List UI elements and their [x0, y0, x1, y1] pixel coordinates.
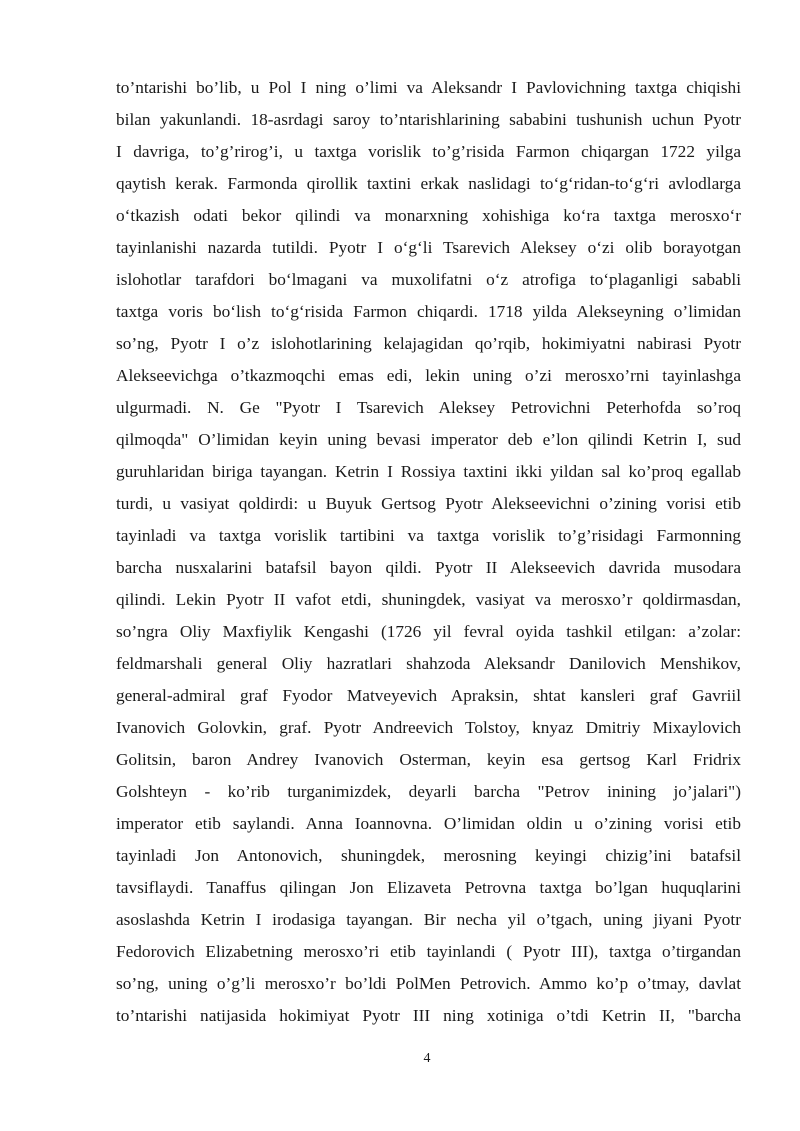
text-line: Golitsin, baron Andrey Ivanovich Osterman, keyin esa gertsog Karl Fridrix	[116, 750, 741, 769]
text-line: tayinladi va taxtga vorislik tartibini va taxtga vorislik to’g’risidagi Farmonning	[116, 526, 741, 545]
text-line: Fedorovich Elizabetning merosxo’ri etib tayinlandi ( Pyotr III), taxtga o’tirgandan	[116, 942, 741, 961]
text-line: o‘tkazish odati bekor qilindi va monarxning xohishiga ko‘ra taxtga merosxo‘r	[116, 206, 741, 225]
text-line: Ivanovich Golovkin, graf. Pyotr Andreevich Tolstoy, knyaz Dmitriy Mixaylovich	[116, 718, 741, 737]
text-line: turdi, u vasiyat qoldirdi: u Buyuk Gertsog Pyotr Alekseevichni o’zining vorisi etib	[116, 494, 741, 513]
text-line: qaytish kerak. Farmonda qirollik taxtini erkak naslidagi to‘g‘ridan-to‘g‘ri avlodlarga	[116, 174, 741, 193]
text-line: taxtga voris bo‘lish to‘g‘risida Farmon chiqardi. 1718 yilda Alekseyning o’limidan	[116, 302, 741, 321]
text-line: so’ng, uning o’g’li merosxo’r bo’ldi PolMen Petrovich. Ammo ko’p o’tmay, davlat	[116, 974, 741, 993]
text-line: to’ntarishi natijasida hokimiyat Pyotr III ning xotiniga o’tdi Ketrin II, "barcha	[116, 1006, 741, 1025]
text-line: tavsiflaydi. Tanaffus qilingan Jon Elizaveta Petrovna taxtga bo’lgan huquqlarini	[116, 878, 741, 897]
text-line: to’ntarishi bo’lib, u Pol I ning o’limi va Aleksandr I Pavlovichning taxtga chiqishi	[116, 78, 741, 97]
text-line: ulgurmadi. N. Ge "Pyotr I Tsarevich Aleksey Petrovichni Peterhofda so’roq	[116, 398, 741, 417]
text-line: asoslashda Ketrin I irodasiga tayangan. Bir necha yil o’tgach, uning jiyani Pyotr	[116, 910, 741, 929]
text-line: barcha nusxalarini batafsil bayon qildi. Pyotr II Alekseevich davrida musodara	[116, 558, 741, 577]
text-line: guruhlaridan biriga tayangan. Ketrin I Rossiya taxtini ikki yildan sal ko’proq egallab	[116, 462, 741, 481]
text-line: islohotlar tarafdori bo‘lmagani va muxolifatni o‘z atrofiga to‘plaganligi sababli	[116, 270, 741, 289]
page-number: 4	[423, 1051, 431, 1066]
body-text	[116, 72, 741, 1032]
text-line: tayinlanishi nazarda tutildi. Pyotr I o‘g‘li Tsarevich Aleksey o‘zi olib borayotgan	[116, 238, 741, 257]
text-line: I davriga, to’g’rirog’i, u taxtga vorislik to’g’risida Farmon chiqargan 1722 yilga	[116, 142, 741, 161]
text-line: so’ng, Pyotr I o’z islohotlarining kelajagidan qo’rqib, hokimiyatni nabirasi Pyotr	[116, 334, 741, 353]
text-line: imperator etib saylandi. Anna Ioannovna. O’limidan oldin u o’zining vorisi etib	[116, 814, 741, 833]
text-line: qilindi. Lekin Pyotr II vafot etdi, shuningdek, vasiyat va merosxo’r qoldirmasdan,	[116, 590, 741, 609]
text-line: bilan yakunlandi. 18-asrdagi saroy to’ntarishlarining sababini tushunish uchun Pyotr	[116, 110, 741, 129]
text-line: so’ngra Oliy Maxfiylik Kengashi (1726 yil fevral oyida tashkil etilgan: a’zolar:	[116, 622, 741, 641]
text-line: Golshteyn - ko’rib turganimizdek, deyarli barcha "Petrov inining jo’jalari")	[116, 782, 741, 801]
text-line: feldmarshali general Oliy hazratlari shahzoda Aleksandr Danilovich Menshikov,	[116, 654, 741, 673]
text-line: general-admiral graf Fyodor Matveyevich Apraksin, shtat kansleri graf Gavriil	[116, 686, 741, 705]
text-line: qilmoqda" O’limidan keyin uning bevasi imperator deb e’lon qilindi Ketrin I, sud	[116, 430, 741, 449]
text-line: Alekseevichga o’tkazmoqchi emas edi, lekin uning o’zi merosxo’rni tayinlashga	[116, 366, 741, 385]
text-line: tayinladi Jon Antonovich, shuningdek, merosning keyingi chizig’ini batafsil	[116, 846, 741, 865]
